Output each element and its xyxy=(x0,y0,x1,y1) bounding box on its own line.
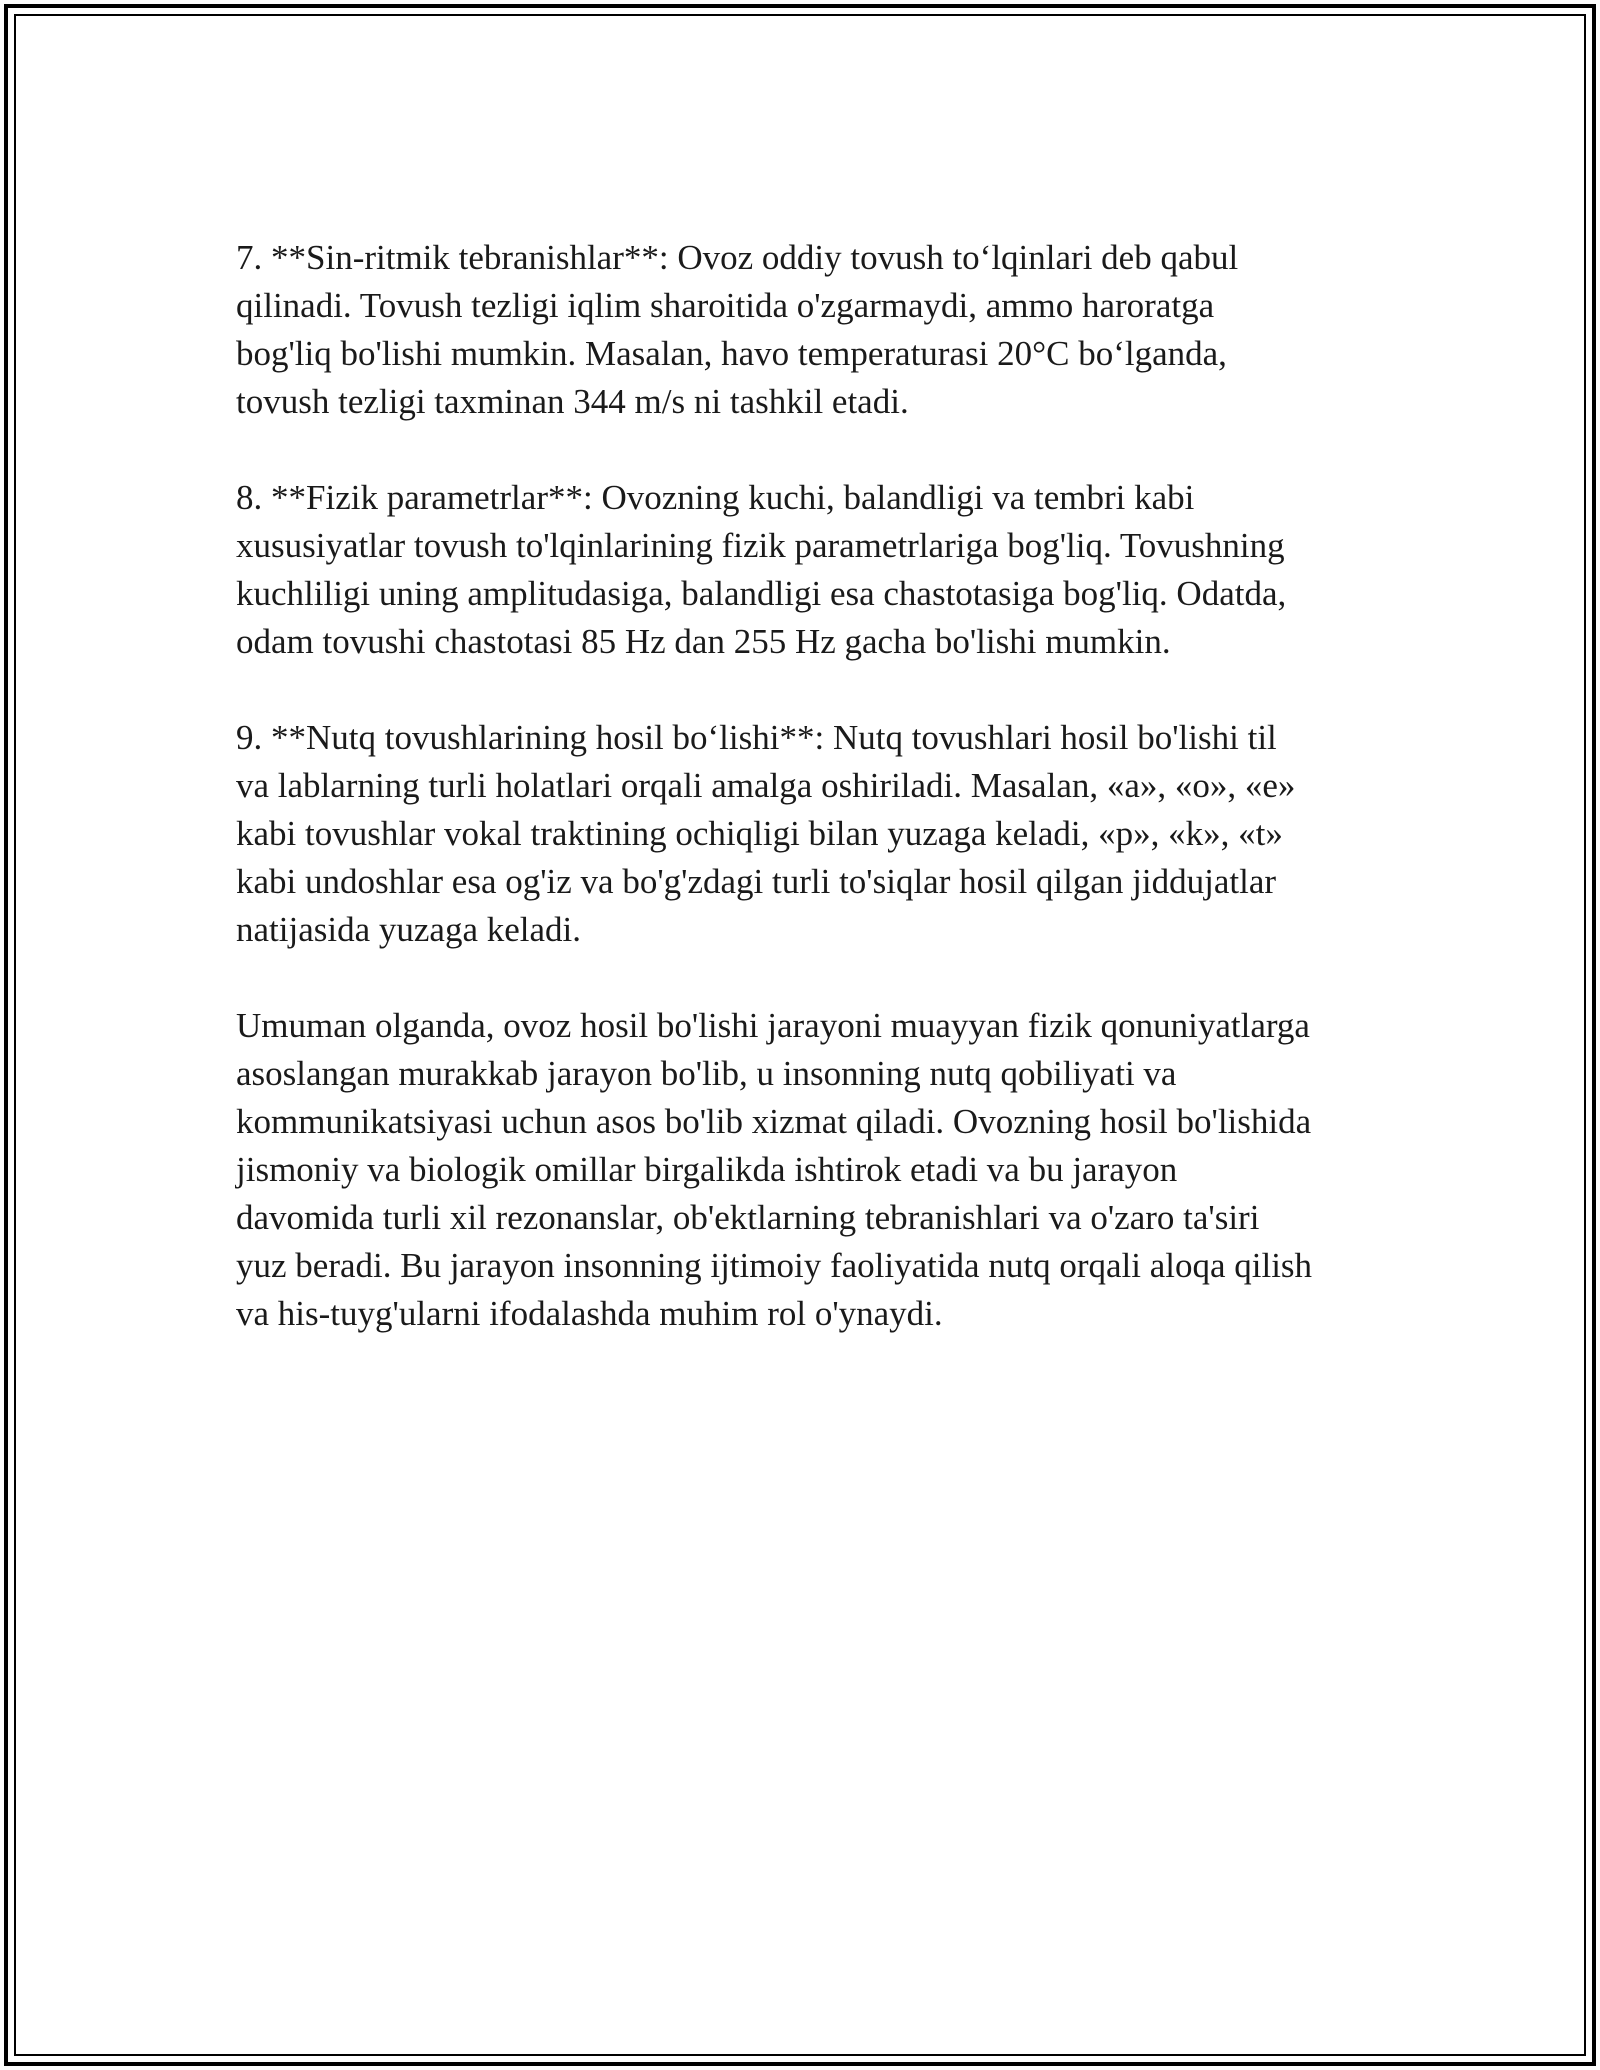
text-line: tovush tezligi taxminan 344 m/s ni tashkil etadi. xyxy=(236,382,909,421)
text-line: kommunikatsiyasi uchun asos bo'lib xizmat qiladi. Ovozning hosil bo'lishida xyxy=(236,1102,1312,1141)
text-line: Umuman olganda, ovoz hosil bo'lishi jarayoni muayyan fizik qonuniyatlarga xyxy=(236,1006,1310,1045)
text-line: va his-tuyg'ularni ifodalashda muhim rol o'ynaydi. xyxy=(236,1294,943,1333)
text-line: qilinadi. Tovush tezligi iqlim sharoitida o'zgarmaydi, ammo haroratga xyxy=(236,286,1215,325)
paragraph-item-8 xyxy=(236,474,1376,666)
text-line: xususiyatlar tovush to'lqinlarining fizik parametrlariga bog'liq. Tovushning xyxy=(236,526,1285,565)
text-line: davomida turli xil rezonanslar, ob'ektlarning tebranishlari va o'zaro ta'siri xyxy=(236,1198,1260,1237)
text-line: 8. **Fizik parametrlar**: Ovozning kuchi, balandligi va tembri kabi xyxy=(236,478,1195,517)
text-line: 9. **Nutq tovushlarining hosil bo‘lishi**: Nutq tovushlari hosil bo'lishi til xyxy=(236,718,1277,757)
text-line: bog'liq bo'lishi mumkin. Masalan, havo temperaturasi 20°C bo‘lganda, xyxy=(236,334,1227,373)
paragraph-item-7 xyxy=(236,234,1376,426)
text-line: odam tovushi chastotasi 85 Hz dan 255 Hz gacha bo'lishi mumkin. xyxy=(236,622,1171,661)
paragraph-item-9 xyxy=(236,714,1376,954)
text-line: natijasida yuzaga keladi. xyxy=(236,910,581,949)
paragraph-conclusion xyxy=(236,1002,1376,1338)
text-line: jismoniy va biologik omillar birgalikda ishtirok etadi va bu jarayon xyxy=(236,1150,1178,1189)
text-line: 7. **Sin-ritmik tebranishlar**: Ovoz oddiy tovush to‘lqinlari deb qabul xyxy=(236,238,1239,277)
text-line: kabi tovushlar vokal traktining ochiqligi bilan yuzaga keladi, «p», «k», «t» xyxy=(236,814,1283,853)
text-line: kuchliligi uning amplitudasiga, balandligi esa chastotasiga bog'liq. Odatda, xyxy=(236,574,1287,613)
text-line: kabi undoshlar esa og'iz va bo'g'zdagi turli to'siqlar hosil qilgan jiddujatlar xyxy=(236,862,1277,901)
text-line: yuz beradi. Bu jarayon insonning ijtimoiy faoliyatida nutq orqali aloqa qilish xyxy=(236,1246,1313,1285)
document-body xyxy=(236,234,1376,1386)
text-line: asoslangan murakkab jarayon bo'lib, u insonning nutq qobiliyati va xyxy=(236,1054,1177,1093)
text-line: va lablarning turli holatlari orqali amalga oshiriladi. Masalan, «a», «o», «e» xyxy=(236,766,1296,805)
